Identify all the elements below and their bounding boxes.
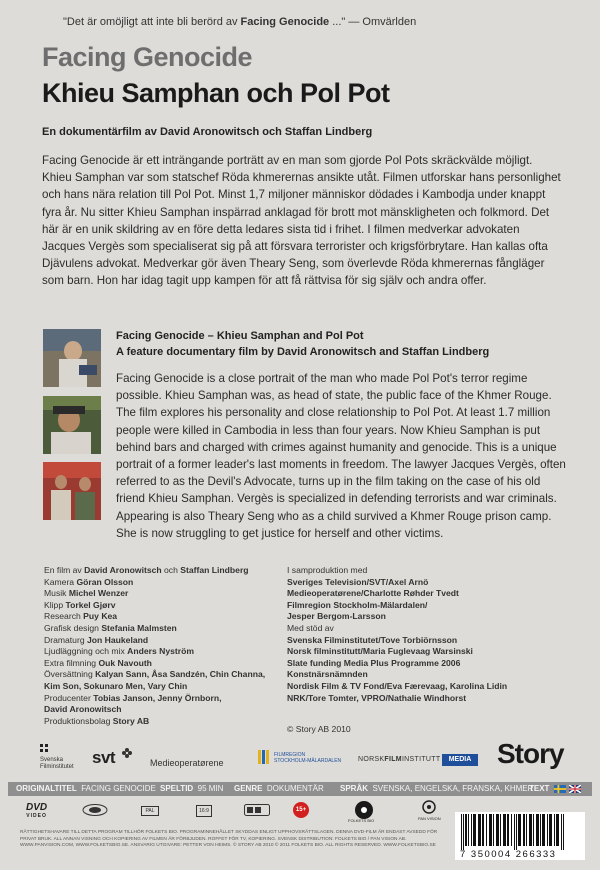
credit-right-row bbox=[287, 623, 507, 635]
quote-bold-title: Facing Genocide bbox=[240, 16, 330, 28]
credit-left-row bbox=[44, 635, 265, 647]
credit-right-row bbox=[287, 611, 507, 623]
credit-right-row bbox=[287, 600, 507, 612]
filmregion-logo bbox=[258, 752, 341, 764]
copyright-notice: © Story AB 2010 bbox=[287, 724, 351, 734]
english-heading: Facing Genocide – Khieu Samphan and Pol Pot bbox=[116, 330, 364, 342]
uk-flag-icon bbox=[569, 785, 581, 793]
sfi-mark-icon bbox=[40, 744, 54, 754]
credit-role: En film av bbox=[44, 565, 85, 575]
runtime-label: SPELTID bbox=[160, 784, 194, 793]
credit-left-row bbox=[44, 600, 265, 612]
credit-right-row bbox=[287, 669, 507, 681]
credit-right-row bbox=[287, 681, 507, 693]
genre-label: GENRE bbox=[234, 784, 263, 793]
barcode-bars bbox=[455, 812, 585, 850]
credit-name: Kim Son, Sokunaro Men, Vary Chin bbox=[44, 680, 188, 691]
credits-left-column bbox=[44, 565, 265, 727]
dolby-audio-icon bbox=[244, 804, 270, 816]
disc-region-icon bbox=[82, 804, 108, 816]
credit-role: Med stöd av bbox=[287, 622, 334, 633]
credit-left-row bbox=[44, 646, 265, 658]
credit-right-row bbox=[287, 565, 507, 577]
credit-role: Dramaturg bbox=[44, 634, 87, 645]
original-title-value: FACING GENOCIDE bbox=[81, 784, 156, 793]
quote-prefix: "Det är omöjligt att inte bli berörd av bbox=[63, 16, 241, 28]
nfi-logo-part1: NORSK bbox=[358, 756, 385, 763]
pan-vision-mark-icon bbox=[422, 800, 436, 814]
credit-left-row bbox=[44, 669, 265, 681]
dvd-logo-subtext: VIDEO bbox=[26, 813, 47, 819]
dvd-logo-text: DVD bbox=[26, 802, 48, 813]
title-line-1: Facing Genocide bbox=[42, 42, 253, 72]
credit-left-row bbox=[44, 681, 265, 693]
story-logo: Story bbox=[497, 738, 564, 769]
original-title-label: ORIGINALTITEL bbox=[16, 784, 77, 793]
credit-right-row bbox=[287, 658, 507, 670]
credit-role: Klipp bbox=[44, 599, 66, 610]
aspect-ratio-icon: 16:9 bbox=[196, 805, 212, 817]
credit-name: Filmregion Stockholm-Mälardalen/ bbox=[287, 599, 428, 610]
languages bbox=[340, 784, 533, 793]
credit-left-row bbox=[44, 611, 265, 623]
credit-conjunction: och bbox=[161, 565, 181, 575]
credit-role: Översättning bbox=[44, 669, 96, 680]
credit-left-row bbox=[44, 588, 265, 600]
credit-name: Torkel Gjørv bbox=[65, 599, 116, 610]
credit-name: Anders Nyström bbox=[127, 646, 194, 657]
filmregion-mark-icon bbox=[258, 750, 270, 764]
genre-value: DOKUMENTÄR bbox=[266, 784, 324, 793]
quote-suffix: ..." — Omvärlden bbox=[329, 16, 417, 28]
credit-role: Produktionsbolag bbox=[44, 715, 113, 726]
barcode-number: 7 350004 266333 bbox=[460, 849, 557, 860]
credit-name: Göran Olsson bbox=[76, 576, 134, 587]
filmregion-line1: FILMREGION bbox=[274, 752, 306, 758]
folkets-bio-mark-icon bbox=[352, 800, 376, 820]
credit-role: Extra filmning bbox=[44, 657, 99, 668]
credit-name: Story AB bbox=[112, 715, 150, 726]
subtitles-label bbox=[529, 784, 549, 793]
runtime-value: 95 MIN bbox=[197, 784, 224, 793]
description-english: Facing Genocide is a close portrait of the man who made Pol Pot's terror regime possible. Khieu Samphan was, as head of state, the public face of the Khmer Rouge. The film explores his personality and close relationship to Pol Pot. At least 1.7 million people were killed in Cambodia in less than four years. Now Khieu Samphan is put behind bars and charged with crimes against humanity and genocide. This is a unique portrait of a former leader's last moments in freedom. The lawyer Jacques Vergès, often referred to as the Devil's Advocate, turns up in the film taking on the case of his old friend Khieu Samphan. Vergès is specialized in defending terrorists and war criminals. Appearing is also Theary Seng who as a child survived a Khmer Rouge prison camp. She is now struggling to get justice for herself and other victims. bbox=[116, 372, 566, 540]
sponsor-logos bbox=[40, 744, 560, 776]
description-swedish: Facing Genocide är ett inträngande porträtt av en man som gjorde Pol Pots skräckvälde möjligt. Khieu Samphan var som statschef Röda khmerernas ansikte utåt. Filmen utforskar hans personlighet och hans nära relation till Pol Pot. Minst 1,7 miljoner människor dödades i Kambodja under knappt fyra år. Nu sitter Khieu Samphan inspärrad anklagad för brott mot mänskligheten och folkmord. Det här är en unik skildring av en före detta ledares sista tid i frihet. I filmen medverkar advokaten Jacques Vergès som specialiserat sig på att försvara terrorister och krigsförbrytare. Han kallas ofta Djävulens advokat. Medverkar gör även Theary Seng, som överlevde Röda khmerernas fångläger som barn. Hon har idag tagit upp kampen för att få rättvisa för sig själv och andra offer. bbox=[42, 154, 561, 288]
credit-name: Medieoperatørene/Charlotte Røhder Tvedt bbox=[287, 588, 459, 599]
languages-value: SVENSKA, ENGELSKA, FRANSKA, KHMER bbox=[372, 784, 534, 793]
credit-name: Sveriges Television/SVT/Axel Arnö bbox=[287, 576, 429, 587]
credit-left-row bbox=[44, 623, 265, 635]
credit-role: Grafisk design bbox=[44, 622, 102, 633]
original-title bbox=[16, 784, 156, 793]
credit-right-row bbox=[287, 588, 507, 600]
credit-right-row bbox=[287, 646, 507, 658]
pal-icon: PAL bbox=[141, 806, 159, 816]
title-line-2: Khieu Samphan och Pol Pot bbox=[42, 78, 390, 108]
svt-flower-icon bbox=[122, 748, 132, 758]
pan-vision-text: PAN VISION bbox=[418, 816, 441, 821]
credit-left-row bbox=[44, 565, 265, 577]
credit-name: David Aronowitsch bbox=[84, 565, 162, 575]
info-bar bbox=[8, 782, 592, 796]
credit-left-row bbox=[44, 693, 265, 705]
filmregion-line2: STOCKHOLM-MÄLARDALEN bbox=[274, 758, 342, 764]
credit-name: Svenska Filminstitutet/Tove Torbiörnsson bbox=[287, 634, 458, 645]
credit-role: Producenter bbox=[44, 692, 94, 703]
age-rating-badge: 15+ bbox=[293, 802, 309, 818]
credit-name: Stefania Malmsten bbox=[101, 622, 177, 633]
runtime bbox=[160, 784, 223, 793]
credit-role: Ljudläggning och mix bbox=[44, 646, 128, 657]
press-quote bbox=[63, 16, 416, 28]
credit-right-row bbox=[287, 577, 507, 589]
credit-left-row bbox=[44, 704, 265, 716]
still-photo-2 bbox=[43, 396, 101, 454]
still-photo-1 bbox=[43, 329, 101, 387]
credit-name: Konstnärsnämnden bbox=[287, 669, 368, 680]
dvd-logo bbox=[26, 802, 47, 819]
english-byline: A feature documentary film by David Aronowitsch and Staffan Lindberg bbox=[116, 346, 490, 358]
credits-right-column bbox=[287, 565, 507, 704]
credit-name: David Aronowitsch bbox=[44, 704, 122, 715]
credit-role: I samproduktion med bbox=[287, 565, 368, 575]
still-photo-3 bbox=[43, 462, 101, 520]
nfi-logo-part2: FILM bbox=[384, 756, 402, 763]
credit-left-row bbox=[44, 658, 265, 670]
credit-name: NRK/Tore Tomter, VPRO/Nathalie Windhorst bbox=[287, 692, 467, 703]
sfi-logo-line2: Filminstitutet bbox=[40, 764, 74, 770]
legal-text: RÄTTIGHETSHAVARE TILL DETTA PROGRAM TILLHÖR FOLKETS BIO. PROGRAMINNEHÅLLET SKYDDAS ENLIGT UPPHOVSRÄTTSLAGEN. DENNA DVD-FILM ÄR ENDAST AVSEDD FÖR PRIVAT BRUK. ALL ANNAN VISNING OCH KOPIERING AV FILMEN ÄR FÖRBJUDEN. ROFFET FÖR TV, KOPIERING. SVENSK DISTRIBUTION: FOLKETS BIO / PAN VISION AB. WWW.PANVISION.COM, WWW.FOLKETSBIO.SE. ANSVARIG UTGIVARE: PETTER VON HEIMS. © STORY AB 2010 © 2011 FOLKETS BIO. ALL RIGHTS RESERVED. WWW.FOLKETSBIO.SE bbox=[20, 830, 438, 849]
sfi-logo bbox=[40, 744, 74, 771]
sfi-logo-line1: Svenska bbox=[40, 757, 64, 763]
credit-name: Norsk filminstitutt/Maria Fuglevaag Warsinski bbox=[287, 646, 473, 657]
credit-name: Ouk Navouth bbox=[98, 657, 152, 668]
languages-label: SPRÅK bbox=[340, 784, 369, 793]
subtitles-label-text: TEXT bbox=[529, 784, 550, 793]
credit-name: Michel Wenzer bbox=[68, 588, 129, 599]
genre bbox=[234, 784, 324, 793]
credit-role: Kamera bbox=[44, 576, 77, 587]
credit-name: Slate funding Media Plus Programme 2006 bbox=[287, 657, 461, 668]
credit-right-row bbox=[287, 635, 507, 647]
credit-role: Musik bbox=[44, 588, 69, 599]
credit-name: Nordisk Film & TV Fond/Eva Færevaag, Karolina Lidin bbox=[287, 680, 508, 691]
svt-logo: svt bbox=[92, 748, 116, 767]
folkets-bio-logo bbox=[348, 800, 376, 825]
credit-name: Staffan Lindberg bbox=[180, 565, 249, 575]
swedish-flag-icon bbox=[554, 785, 566, 793]
credit-name: Puy Kea bbox=[83, 611, 118, 622]
media-logo: MEDIA bbox=[442, 754, 478, 766]
credit-name: Tobias Janson, Jenny Örnborn, bbox=[93, 692, 222, 703]
nfi-logo-part3: INSTITUTT bbox=[401, 756, 441, 763]
credit-left-row bbox=[44, 716, 265, 728]
credit-name: Jon Haukeland bbox=[86, 634, 149, 645]
folkets-bio-text: FOLKETS BIO bbox=[348, 818, 375, 823]
credit-name: Kalyan Sann, Åsa Sandzén, Chin Channa, bbox=[95, 669, 266, 680]
nfi-logo bbox=[358, 756, 440, 763]
credit-role: Research bbox=[44, 611, 84, 622]
credit-right-row bbox=[287, 693, 507, 705]
byline-swedish: En dokumentärfilm av David Aronowitsch och Staffan Lindberg bbox=[42, 126, 373, 138]
credit-left-row bbox=[44, 577, 265, 589]
medieoperatorene-logo: Medieoperatørene bbox=[150, 758, 224, 768]
pan-vision-logo bbox=[418, 800, 441, 821]
credit-name: Jesper Bergom-Larsson bbox=[287, 611, 386, 622]
